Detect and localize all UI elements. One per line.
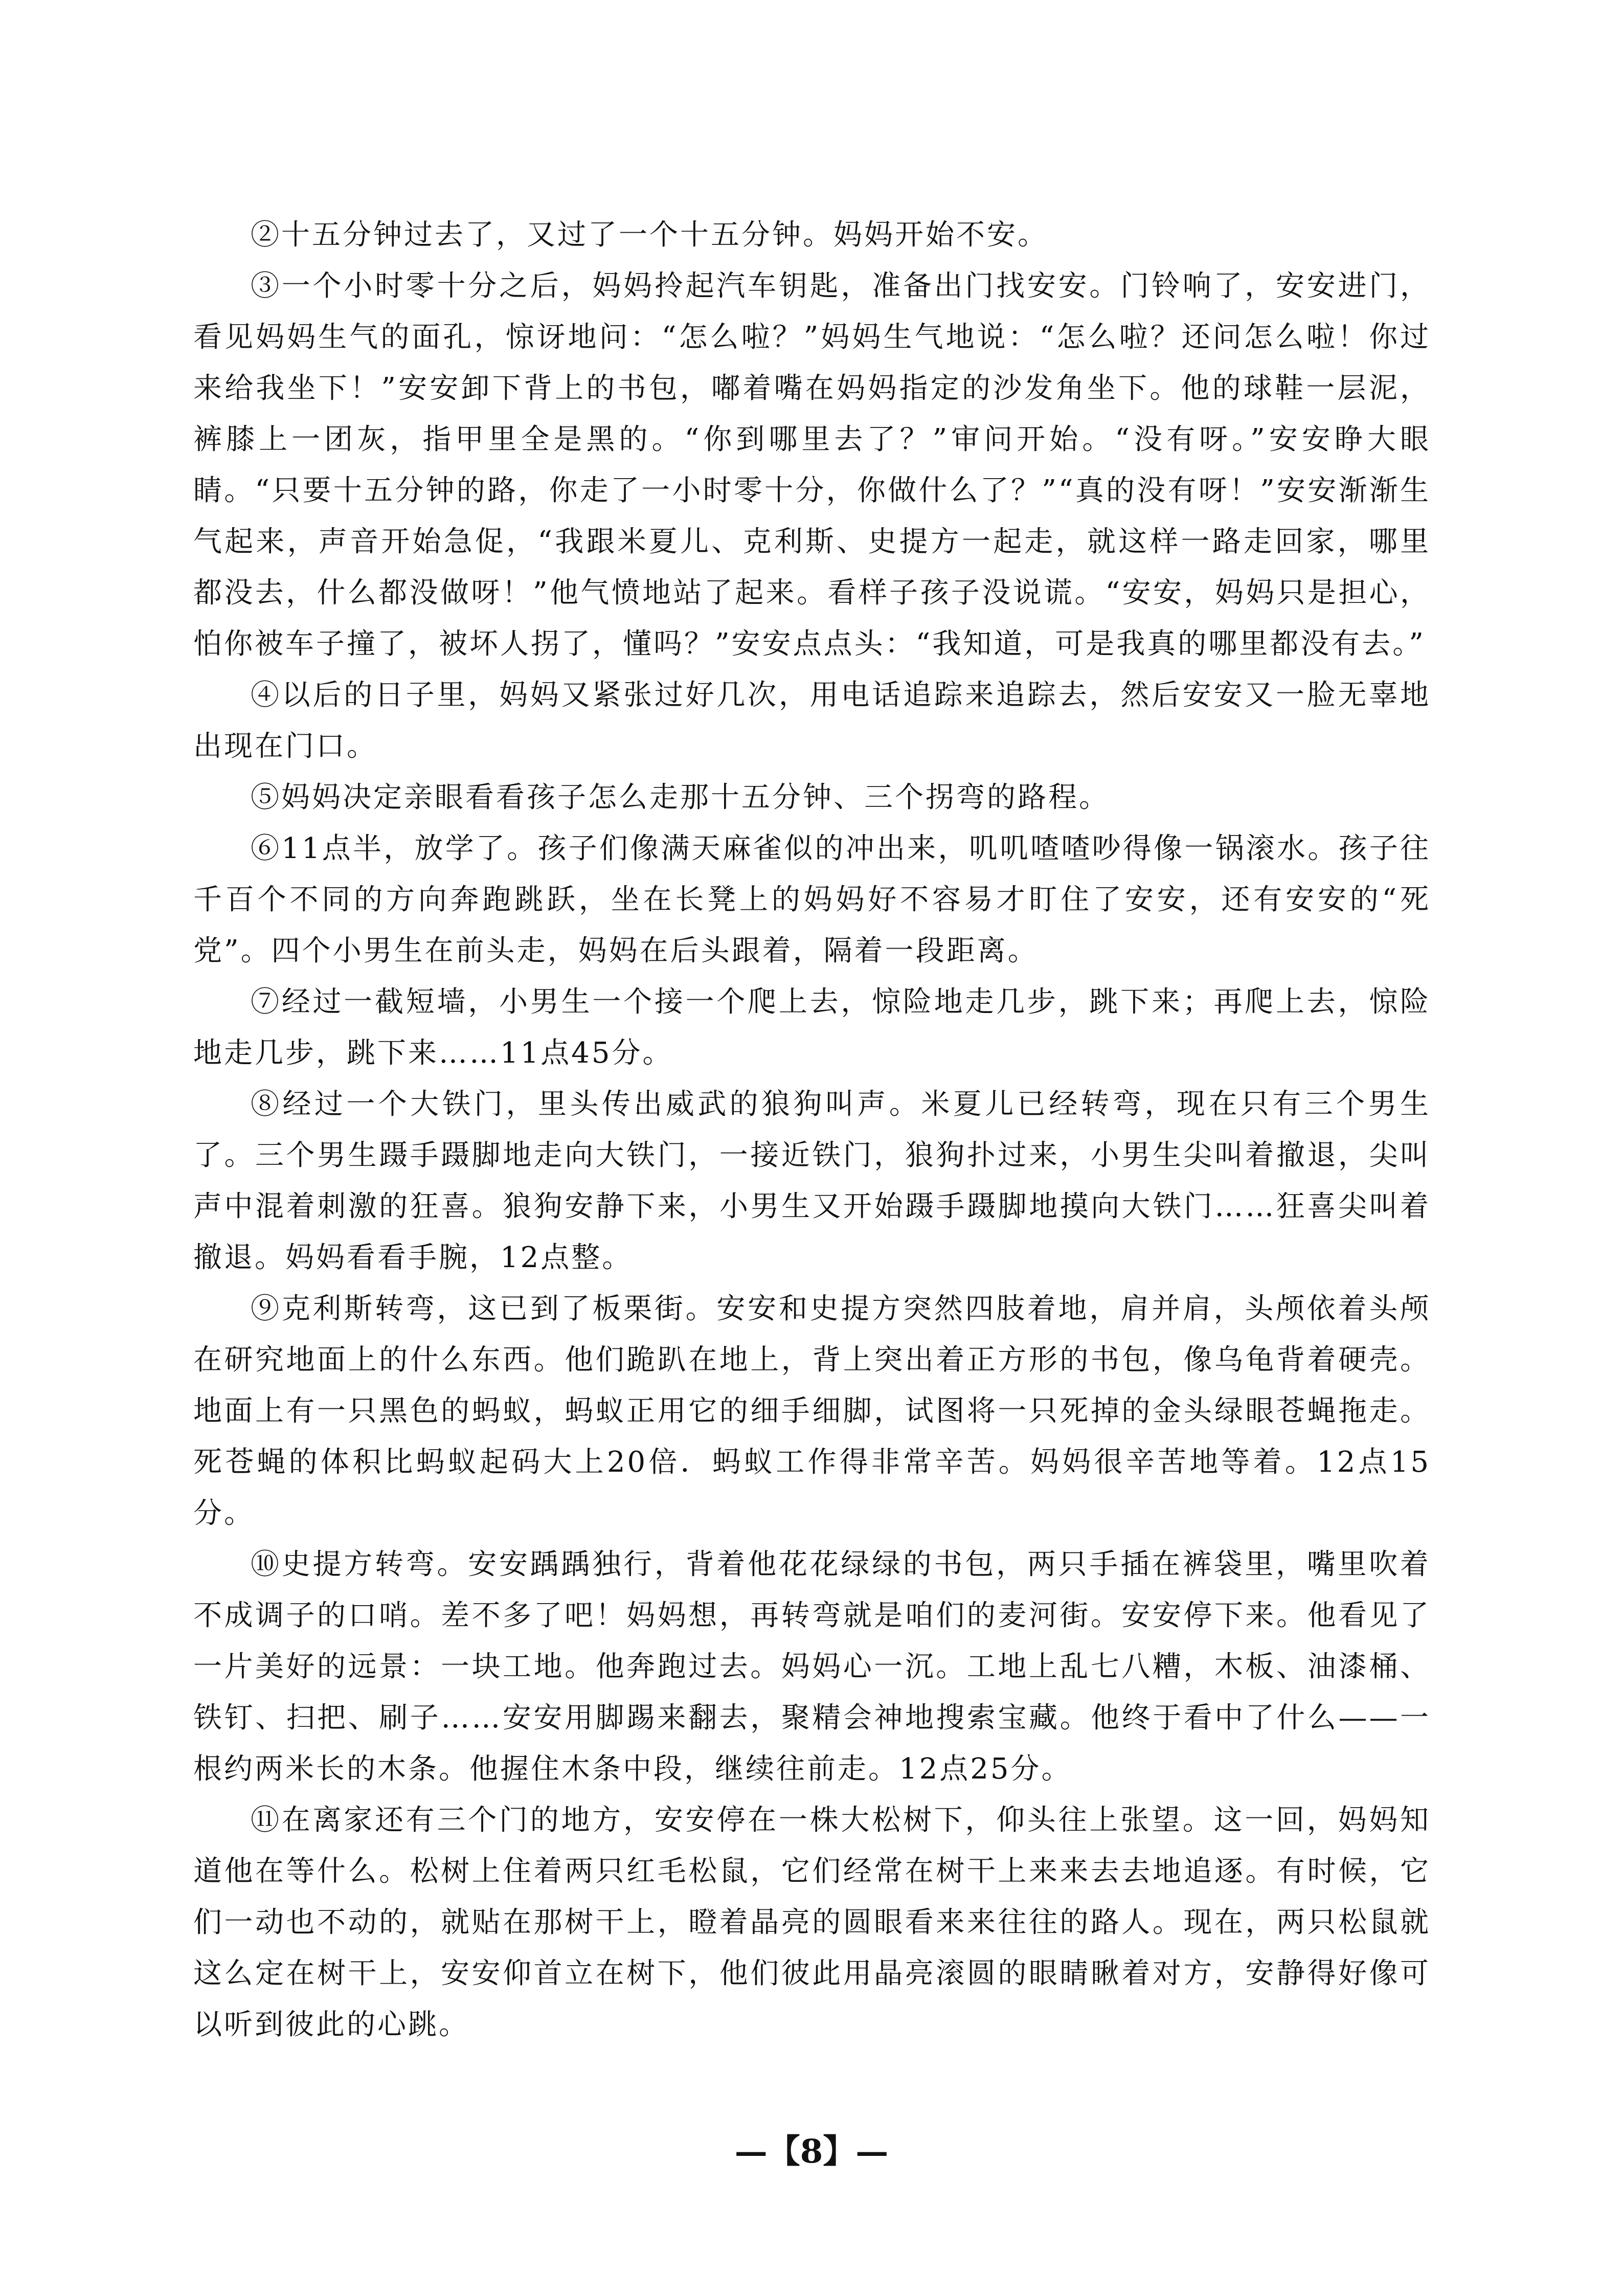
page-number: —【8】— [734,2132,889,2171]
paragraph-6: ⑥11点半，放学了。孩子们像满天麻雀似的冲出来，叽叽喳喳吵得像一锅滚水。孩子往千百个不同的方向奔跑跳跃，坐在长凳上的妈妈好不容易才盯住了安安，还有安安的“死党”。四个小男生在前头走，妈妈在后头跟着，隔着一段距离。 [193,832,1431,967]
paragraph-11: ⑪在离家还有三个门的地方，安安停在一株大松树下，仰头往上张望。这一回，妈妈知道他在等什么。松树上住着两只红毛松鼠，它们经常在树干上来来去去地追逐。有时候，它们一动也不动的，就贴在那树干上，瞪着晶亮的圆眼看来来往往的路人。现在，两只松鼠就这么定在树干上，安安仰首立在树下，他们彼此用晶亮滚圆的眼睛瞅着对方，安静得好像可以听到彼此的心跳。 [193,1804,1431,2041]
paragraph-7: ⑦经过一截短墙，小男生一个接一个爬上去，惊险地走几步，跳下来；再爬上去，惊险地走几步，跳下来……11点45分。 [193,985,1431,1070]
paragraph-2: ②十五分钟过去了，又过了一个十五分钟。妈妈开始不安。 [251,218,1048,252]
paragraph-9: ⑨克利斯转弯，这已到了板栗街。安安和史提方突然四肢着地，肩并肩，头颅依着头颅在研究地面上的什么东西。他们跪趴在地上，背上突出着正方形的书包，像乌龟背着硬壳。地面上有一只黑色的蚂蚁，蚂蚁正用它的细手细脚，试图将一只死掉的金头绿眼苍蝇拖走。死苍蝇的体积比蚂蚁起码大上20倍．蚂蚁工作得非常辛苦。妈妈很辛苦地等着。12点15分。 [193,1292,1431,1530]
paragraph-10: ⑩史提方转弯。安安踽踽独行，背着他花花绿绿的书包，两只手插在裤袋里，嘴里吹着不成调子的口哨。差不多了吧！妈妈想，再转弯就是咱们的麦河街。安安停下来。他看见了一片美好的远景：一块工地。他奔跑过去。妈妈心一沉。工地上乱七八糟，木板、油漆桶、铁钉、扫把、刷子……安安用脚踢来翻去，聚精会神地搜索宝藏。他终于看中了什么——一根约两米长的木条。他握住木条中段，继续往前走。12点25分。 [193,1548,1431,1786]
paragraph-3: ③一个小时零十分之后，妈妈拎起汽车钥匙，准备出门找安安。门铃响了，安安进门，看见妈妈生气的面孔，惊讶地问：“怎么啦？”妈妈生气地说：“怎么啦？还问怎么啦！你过来给我坐下！”安安卸下背上的书包，嘟着嘴在妈妈指定的沙发角坐下。他的球鞋一层泥，裤膝上一团灰，指甲里全是黑的。“你到哪里去了？”审问开始。“没有呀。”安安睁大眼睛。“只要十五分钟的路，你走了一小时零十分，你做什么了？”“真的没有呀！”安安渐渐生气起来，声音开始急促，“我跟米夏儿、克利斯、史提方一起走，就这样一路走回家，哪里都没去，什么都没做呀！”他气愤地站了起来。看样子孩子没说谎。“安安，妈妈只是担心，怕你被车子撞了，被坏人拐了，懂吗？”安安点点头：“我知道，可是我真的哪里都没有去。” [193,269,1431,661]
article-body [193,210,1431,2051]
paragraph-5: ⑤妈妈决定亲眼看看孩子怎么走那十五分钟、三个拐弯的路程。 [251,781,1110,814]
paragraph-4: ④以后的日子里，妈妈又紧张过好几次，用电话追踪来追踪去，然后安安又一脸无辜地出现在门口。 [193,679,1431,763]
paragraph-8: ⑧经过一个大铁门，里头传出威武的狼狗叫声。米夏儿已经转弯，现在只有三个男生了。三个男生蹑手蹑脚地走向大铁门，一接近铁门，狼狗扑过来，小男生尖叫着撤退，尖叫声中混着刺激的狂喜。狼狗安静下来，小男生又开始蹑手蹑脚地摸向大铁门……狂喜尖叫着撤退。妈妈看看手腕，12点整。 [193,1088,1431,1274]
